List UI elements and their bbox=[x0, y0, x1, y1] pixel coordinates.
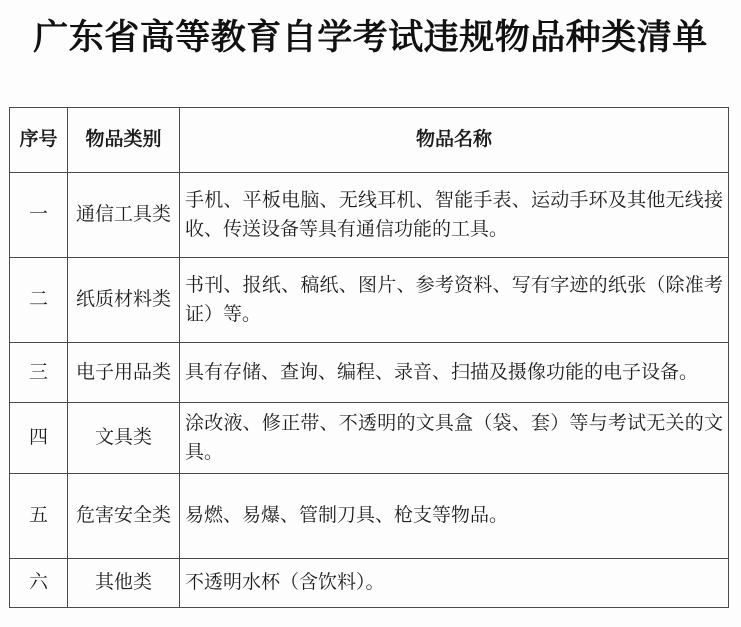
table-row bbox=[10, 403, 729, 474]
row-items: 涂改液、修正带、不透明的文具盒（袋、套）等与考试无关的文具。 bbox=[180, 403, 729, 474]
row-items: 具有存储、查询、编程、录音、扫描及摄像功能的电子设备。 bbox=[180, 343, 729, 403]
row-category: 危害安全类 bbox=[68, 474, 180, 559]
table-row bbox=[10, 559, 729, 608]
row-items: 不透明水杯（含饮料）。 bbox=[180, 559, 729, 608]
row-serial-number: 五 bbox=[10, 474, 68, 559]
row-category: 其他类 bbox=[68, 559, 180, 608]
table-row bbox=[10, 343, 729, 403]
prohibited-items-table bbox=[9, 107, 729, 608]
header-serial-number: 序号 bbox=[10, 108, 68, 173]
row-serial-number: 二 bbox=[10, 258, 68, 343]
page-title: 广东省高等教育自学考试违规物品种类清单 bbox=[33, 18, 708, 57]
row-category: 文具类 bbox=[68, 403, 180, 474]
row-category: 通信工具类 bbox=[68, 173, 180, 258]
row-category: 纸质材料类 bbox=[68, 258, 180, 343]
table-row bbox=[10, 474, 729, 559]
table-row bbox=[10, 173, 729, 258]
table-header-row bbox=[10, 108, 729, 173]
row-category: 电子用品类 bbox=[68, 343, 180, 403]
row-serial-number: 四 bbox=[10, 403, 68, 474]
row-items: 书刊、报纸、稿纸、图片、参考资料、写有字迹的纸张（除准考证）等。 bbox=[180, 258, 729, 343]
row-items: 易燃、易爆、管制刀具、枪支等物品。 bbox=[180, 474, 729, 559]
row-serial-number: 三 bbox=[10, 343, 68, 403]
row-items: 手机、平板电脑、无线耳机、智能手表、运动手环及其他无线接收、传送设备等具有通信功能的工具。 bbox=[180, 173, 729, 258]
row-serial-number: 一 bbox=[10, 173, 68, 258]
row-serial-number: 六 bbox=[10, 559, 68, 608]
header-item-category: 物品类别 bbox=[68, 108, 180, 173]
table-row bbox=[10, 258, 729, 343]
header-item-name: 物品名称 bbox=[180, 108, 729, 173]
